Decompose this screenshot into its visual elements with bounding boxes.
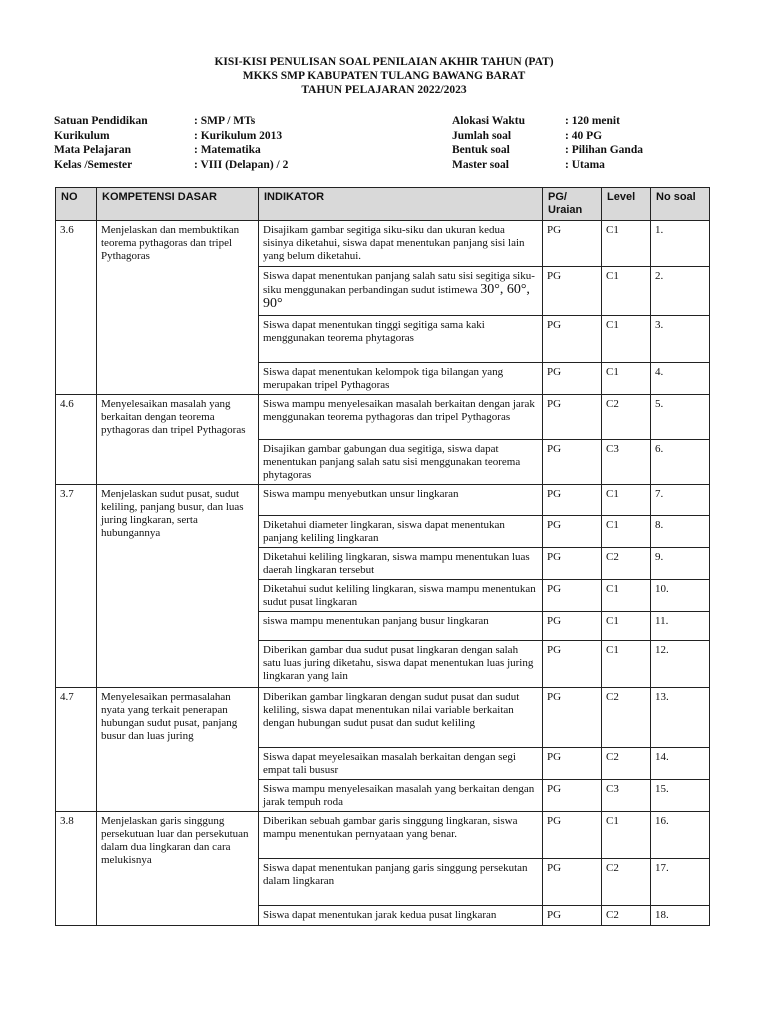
cell-indikator: Diberikan gambar lingkaran dengan sudut pusat dan sudut keliling, siswa dapat menentukan nilai variable berkaitan dengan hubungan sudut pusat dan sudut keliling — [259, 688, 543, 748]
cell-level: C1 — [602, 221, 651, 267]
cell-indikator: Siswa dapat meyelesaikan masalah berkaitan dengan segi empat tali bususr — [259, 748, 543, 780]
cell-indikator: Siswa mampu menyelesaikan masalah berkaitan dengan jarak menggunakan teorema pythagoras dan tripel Pythagoras — [259, 395, 543, 440]
cell-indikator: Siswa dapat menentukan kelompok tiga bilangan yang merupakan tripel Pythagoras — [259, 363, 543, 395]
meta-key: Jumlah soal — [452, 129, 512, 142]
cell-indikator: siswa mampu menentukan panjang busur lingkaran — [259, 612, 543, 641]
cell-type: PG — [543, 688, 602, 748]
cell-no: 4.6 — [56, 395, 97, 485]
cell-level: C2 — [602, 906, 651, 926]
cell-level: C1 — [602, 363, 651, 395]
cell-indikator: Diberikan sebuah gambar garis singgung lingkaran, siswa mampu menentukan pernyataan yang benar. — [259, 812, 543, 859]
cell-level: C2 — [602, 395, 651, 440]
meta-row — [54, 143, 288, 158]
meta-key: Bentuk soal — [452, 144, 510, 156]
header-pg-uraian: PG/ Uraian — [543, 188, 602, 221]
cell-number: 3. — [651, 316, 710, 363]
table-row — [56, 485, 710, 516]
cell-level: C1 — [602, 580, 651, 612]
table-body — [56, 221, 710, 926]
indikator-text: Siswa dapat menentukan panjang salah satu sisi segitiga siku-siku menggunakan perbandingan sudut istimewa — [263, 270, 535, 296]
cell-type: PG — [543, 612, 602, 641]
meta-left — [54, 114, 288, 172]
document-title — [0, 55, 768, 97]
cell-number: 5. — [651, 395, 710, 440]
cell-number: 10. — [651, 580, 710, 612]
title-line-3: TAHUN PELAJARAN 2022/2023 — [301, 84, 467, 96]
meta-value: : 120 menit — [565, 115, 620, 127]
cell-number: 13. — [651, 688, 710, 748]
cell-number: 11. — [651, 612, 710, 641]
cell-no: 3.8 — [56, 812, 97, 926]
cell-number: 9. — [651, 548, 710, 580]
title-line-2: MKKS SMP KABUPATEN TULANG BAWANG BARAT — [242, 70, 526, 82]
cell-level: C1 — [602, 316, 651, 363]
meta-key: Kelas /Semester — [54, 158, 133, 171]
cell-indikator: Diketahui sudut keliling lingkaran, siswa mampu menentukan sudut pusat lingkaran — [259, 580, 543, 612]
cell-number: 2. — [651, 267, 710, 316]
cell-number: 18. — [651, 906, 710, 926]
cell-number: 6. — [651, 440, 710, 485]
cell-type: PG — [543, 316, 602, 363]
cell-level: C1 — [602, 516, 651, 548]
cell-type: PG — [543, 221, 602, 267]
meta-right — [452, 114, 643, 172]
kisi-kisi-table — [55, 187, 710, 926]
cell-level: C1 — [602, 485, 651, 516]
cell-indikator: Diketahui diameter lingkaran, siswa dapat menentukan panjang keliling lingkaran — [259, 516, 543, 548]
cell-kompetensi-dasar: Menjelaskan garis singgung persekutuan luar dan persekutuan dalam dua lingkaran dan cara melukisnya — [97, 812, 259, 926]
cell-indikator: Siswa dapat menentukan panjang garis singgung persekutan dalam lingkaran — [259, 859, 543, 906]
cell-type: PG — [543, 906, 602, 926]
cell-type: PG — [543, 780, 602, 812]
meta-row — [452, 143, 643, 158]
meta-value: : Kurikulum 2013 — [194, 129, 283, 142]
cell-level: C2 — [602, 748, 651, 780]
cell-kompetensi-dasar: Menyelesaikan masalah yang berkaitan dengan teorema pythagoras dan tripel Pythagoras — [97, 395, 259, 485]
cell-no: 4.7 — [56, 688, 97, 812]
header-indikator: INDIKATOR — [259, 188, 543, 221]
cell-type: PG — [543, 641, 602, 688]
cell-level: C1 — [602, 812, 651, 859]
cell-number: 17. — [651, 859, 710, 906]
cell-no: 3.6 — [56, 221, 97, 395]
cell-type: PG — [543, 363, 602, 395]
cell-type: PG — [543, 748, 602, 780]
table-row — [56, 688, 710, 748]
cell-number: 8. — [651, 516, 710, 548]
meta-value: : VIII (Delapan) / 2 — [194, 158, 289, 171]
cell-type: PG — [543, 485, 602, 516]
header-no: NO — [56, 188, 97, 221]
meta-row — [452, 158, 643, 173]
meta-key: Alokasi Waktu — [452, 115, 525, 127]
cell-indikator: Diketahui keliling lingkaran, siswa mampu menentukan luas daerah lingkaran tersebut — [259, 548, 543, 580]
meta-key: Satuan Pendidikan — [54, 115, 148, 127]
table-row — [56, 395, 710, 440]
cell-level: C3 — [602, 440, 651, 485]
cell-type: PG — [543, 580, 602, 612]
cell-indikator: Siswa mampu menyelesaikan masalah yang berkaitan dengan jarak tempuh roda — [259, 780, 543, 812]
cell-number: 12. — [651, 641, 710, 688]
header-no-soal: No soal — [651, 188, 710, 221]
cell-no: 3.7 — [56, 485, 97, 688]
title-line-1: KISI-KISI PENULISAN SOAL PENILAIAN AKHIR TAHUN (PAT) — [214, 56, 554, 68]
meta-value: : 40 PG — [565, 129, 603, 142]
table-header-row — [56, 188, 710, 221]
header-kompetensi-dasar: KOMPETENSI DASAR — [97, 188, 259, 221]
meta-row — [54, 158, 288, 173]
meta-row — [54, 114, 288, 129]
cell-kompetensi-dasar: Menjelaskan sudut pusat, sudut keliling, panjang busur, dan luas juring lingkaran, serta hubungannya — [97, 485, 259, 688]
cell-number: 15. — [651, 780, 710, 812]
cell-indikator: Siswa mampu menyebutkan unsur lingkaran — [259, 485, 543, 516]
cell-type: PG — [543, 516, 602, 548]
cell-indikator — [259, 267, 543, 316]
cell-type: PG — [543, 395, 602, 440]
cell-level: C1 — [602, 641, 651, 688]
cell-indikator: Siswa dapat menentukan jarak kedua pusat lingkaran — [259, 906, 543, 926]
cell-type: PG — [543, 440, 602, 485]
cell-indikator: Siswa dapat menentukan tinggi segitiga sama kaki menggunakan teorema phytagoras — [259, 316, 543, 363]
meta-row — [452, 114, 643, 129]
cell-number: 4. — [651, 363, 710, 395]
cell-level: C2 — [602, 859, 651, 906]
meta-key: Kurikulum — [54, 129, 110, 142]
cell-level: C2 — [602, 688, 651, 748]
header-level: Level — [602, 188, 651, 221]
cell-type: PG — [543, 267, 602, 316]
table-row — [56, 221, 710, 267]
cell-type: PG — [543, 812, 602, 859]
cell-level: C3 — [602, 780, 651, 812]
cell-indikator: Disajikam gambar segitiga siku-siku dan ukuran kedua sisinya diketahui, siswa dapat menentukan panjang sisi lain yang belum diketahui. — [259, 221, 543, 267]
meta-key: Mata Pelajaran — [54, 144, 131, 156]
meta-row — [54, 129, 288, 144]
cell-number: 16. — [651, 812, 710, 859]
cell-level: C2 — [602, 548, 651, 580]
meta-value: : Matematika — [194, 144, 261, 156]
cell-indikator: Disajikan gambar gabungan dua segitiga, siswa dapat menentukan panjang salah satu sisi menggunakan teorema phytagoras — [259, 440, 543, 485]
cell-kompetensi-dasar: Menyelesaikan permasalahan nyata yang terkait penerapan hubungan sudut pusat, panjang busur dan luas juring — [97, 688, 259, 812]
cell-number: 1. — [651, 221, 710, 267]
meta-key: Master soal — [452, 158, 509, 171]
meta-value: : Utama — [565, 158, 605, 171]
table-row — [56, 812, 710, 859]
cell-kompetensi-dasar: Menjelaskan dan membuktikan teorema pythagoras dan tripel Pythagoras — [97, 221, 259, 395]
meta-value: : Pilihan Ganda — [565, 144, 643, 156]
meta-value: : SMP / MTs — [194, 115, 256, 127]
cell-type: PG — [543, 548, 602, 580]
cell-type: PG — [543, 859, 602, 906]
cell-level: C1 — [602, 612, 651, 641]
cell-number: 7. — [651, 485, 710, 516]
cell-level: C1 — [602, 267, 651, 316]
angle-values: 30°, 60°, 90° — [263, 282, 530, 311]
cell-indikator: Diberikan gambar dua sudut pusat lingkaran dengan salah satu luas juring diketahu, siswa dapat menentukan luas juring lingkaran yang lain — [259, 641, 543, 688]
meta-row — [452, 129, 643, 144]
cell-number: 14. — [651, 748, 710, 780]
